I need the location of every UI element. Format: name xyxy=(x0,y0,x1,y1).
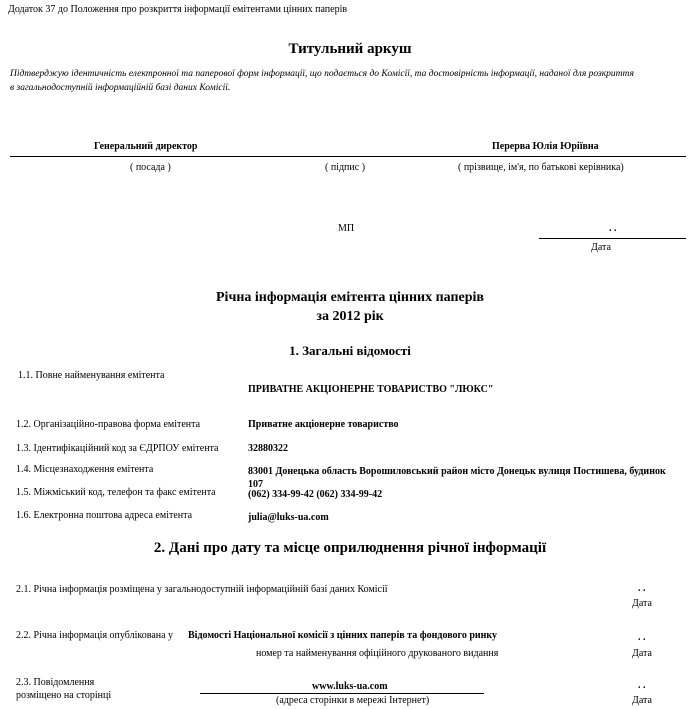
published-date-value: . . xyxy=(638,632,646,643)
placed-date-caption: Дата xyxy=(632,598,652,609)
section1-heading: 1. Загальні відомості xyxy=(289,343,411,358)
signature-date-caption: Дата xyxy=(591,242,611,253)
email-label: 1.6. Електронна поштова адреса емітента xyxy=(16,510,193,521)
position-value: Генеральний директор xyxy=(94,141,198,152)
website-caption: (адреса сторінки в мережі Інтернет) xyxy=(276,695,430,706)
position-caption: ( посада ) xyxy=(130,162,171,173)
published-caption: номер та найменування офіційного друкованого видання xyxy=(256,648,499,659)
full-name-label: 1.1. Повне найменування емітента xyxy=(18,370,165,381)
website-date-caption: Дата xyxy=(632,695,652,706)
report-title-line-2: за 2012 рік xyxy=(316,309,384,324)
name-caption: ( прізвище, ім'я, по батькові керівника) xyxy=(458,162,624,173)
location-value-line-1: 83001 Донецька область Ворошиловський район місто Донецьк вулиця Постишева, будинок xyxy=(248,466,666,477)
phone-label: 1.5. Міжміський код, телефон та факс емітента xyxy=(16,487,216,498)
signature-date-line xyxy=(539,238,686,239)
placed-date-value: . . xyxy=(638,583,646,594)
website-value: www.luks-ua.com xyxy=(312,681,388,692)
statement-line-2: в загальнодоступній інформаційній базі даних Комісії. xyxy=(10,83,231,93)
header-note: Додаток 37 до Положення про розкриття інформації емітентами цінних паперів xyxy=(8,4,348,15)
location-value-line-2: 107 xyxy=(248,479,263,490)
placed-label: 2.1. Річна інформація розміщена у загальнодоступній інформаційній базі даних Комісії xyxy=(16,584,388,595)
statement-line-1: Підтверджую ідентичність електронної та паперової форм інформації, що подається до Комісії, та достовірність інформації, наданої для розкриття xyxy=(10,69,634,79)
edrpou-label: 1.3. Ідентифікаційний код за ЄДРПОУ емітента xyxy=(16,443,219,454)
website-label-line-1: 2.3. Повідомлення xyxy=(16,677,95,688)
published-label: 2.2. Річна інформація опублікована у xyxy=(16,630,174,641)
signature-line xyxy=(10,156,686,157)
director-name: Перерва Юлiя Юрiївна xyxy=(492,141,599,152)
sign-caption: ( підпис ) xyxy=(325,162,366,173)
email-value: julia@luks-ua.com xyxy=(248,512,329,523)
report-title-line-1: Річна інформація емітента цінних паперів xyxy=(216,290,484,305)
section2-heading: 2. Дані про дату та місце оприлюднення річної інформації xyxy=(153,540,547,556)
legal-form-value: Приватне акцiонерне товариство xyxy=(248,419,399,430)
signature-date-value: . . xyxy=(609,223,617,234)
edrpou-value: 32880322 xyxy=(248,443,288,454)
published-date-caption: Дата xyxy=(632,648,652,659)
title-sheet-heading: Титульний аркуш xyxy=(288,41,412,57)
website-label-line-2: розміщено на сторінці xyxy=(16,690,112,701)
location-label: 1.4. Місцезнаходження емітента xyxy=(16,464,154,475)
published-value: Відомості Національної комісії з цінних паперів та фондового ринку xyxy=(188,630,498,641)
legal-form-label: 1.2. Організаційно-правова форма емітента xyxy=(16,419,201,430)
website-date-value: . . xyxy=(638,680,646,691)
full-name-value: ПРИВАТНЕ АКЦIОНЕРНЕ ТОВАРИСТВО "ЛЮКС" xyxy=(248,384,494,395)
website-underline xyxy=(200,693,484,694)
stamp-label: МП xyxy=(338,223,355,234)
phone-value: (062) 334-99-42 (062) 334-99-42 xyxy=(248,489,383,500)
